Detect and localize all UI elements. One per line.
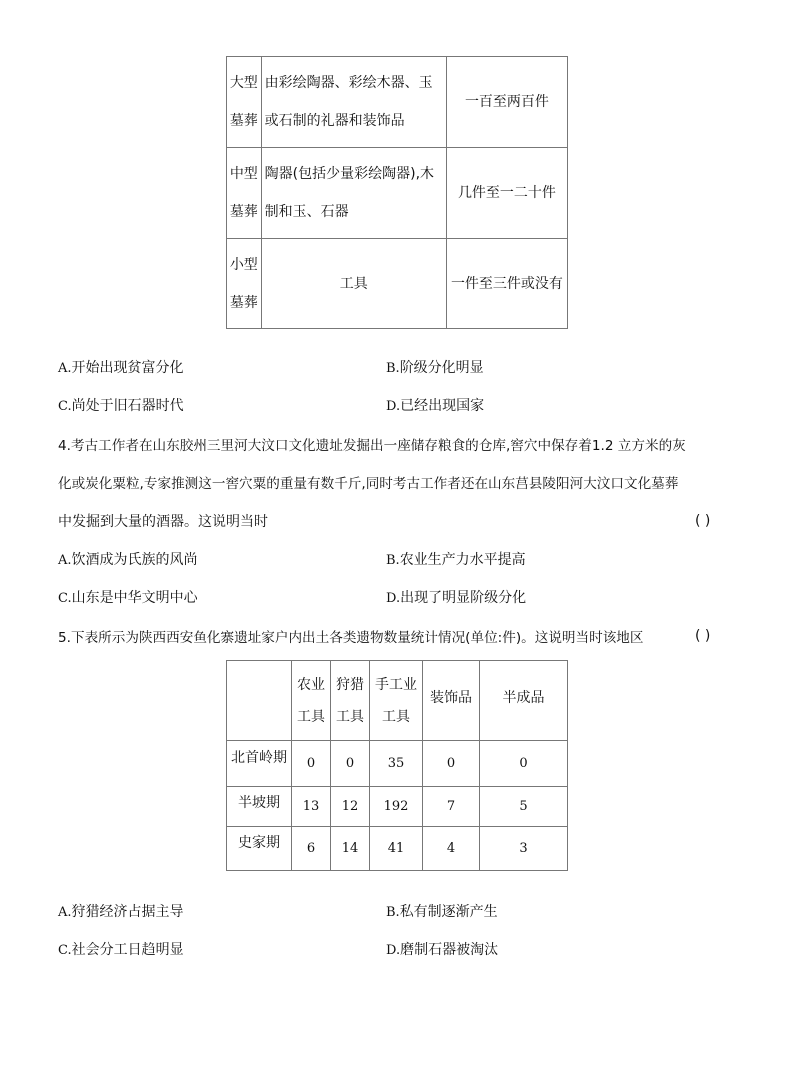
tomb-type-label: 小型 [229,256,258,273]
table-row [227,239,568,329]
table-cell: 192 [370,787,423,827]
option-text: 出现了明显阶级分化 [400,590,527,606]
q3-option-a [58,357,184,377]
option-letter: D. [386,591,401,606]
count-cell: 几件至一二十件 [446,148,567,239]
tomb-type-cell [227,239,262,329]
column-header: 装饰品 [423,661,480,741]
option-text: 私有制逐渐产生 [399,904,498,920]
header-text: 农业 [297,676,325,693]
q3-option-c [58,395,184,415]
header-text: 狩猎 [336,676,364,693]
table-cell: 0 [480,741,568,787]
option-letter: A. [58,905,72,920]
option-text: 农业生产力水平提高 [399,552,526,568]
header-text: 手工业 [375,676,417,693]
q5-stem-line: 5.下表所示为陕西西安鱼化寨遗址家户内出土各类遗物数量统计情况(单位:件)。这说明当时该地区 [58,630,644,646]
table-row [227,57,568,148]
period-cell: 史家期 [227,827,292,871]
answer-paren: ( ) [695,513,711,529]
q4-stem-line: 化或炭化粟粒,专家推测这一窖穴粟的重量有数千斤,同时考古工作者还在山东莒县陵阳河大汶口文化墓葬 [58,476,679,492]
q5-option-d [386,939,498,959]
option-letter: A. [58,553,72,568]
table-cell: 35 [370,741,423,787]
table-cell: 0 [292,741,331,787]
tomb-type-cell [227,57,262,148]
corner-cell [227,661,292,741]
option-letter: C. [58,591,72,606]
burial-goods-cell: 工具 [261,239,446,329]
q4-stem-line: 中发掘到大量的酒器。这说明当时 [58,514,268,530]
option-text: 饮酒成为氏族的风尚 [71,552,198,568]
table-cell: 3 [480,827,568,871]
table-row [227,827,568,871]
option-letter: B. [386,361,400,376]
q3-option-b [386,357,484,377]
q5-option-c [58,939,184,959]
tomb-type-label: 墓葬 [229,204,258,220]
period-cell: 北首岭期 [227,741,292,787]
column-header: 半成品 [480,661,568,741]
column-header [370,661,423,741]
table-cell: 14 [331,827,370,871]
q3-option-d [386,395,484,415]
artifact-count-table [226,660,568,871]
header-text: 工具 [382,708,410,725]
tomb-type-label: 墓葬 [229,294,258,311]
option-text: 社会分工日趋明显 [71,942,184,958]
table-cell: 6 [292,827,331,871]
tomb-type-label: 中型 [229,166,258,182]
tomb-type-cell [227,148,262,239]
column-header [292,661,331,741]
burial-goods-cell [261,57,446,148]
burial-goods-text: 由彩绘陶器、彩绘木器、玉 [264,75,433,91]
burial-goods-text: 或石制的礼器和装饰品 [264,113,405,129]
option-text: 磨制石器被淘汰 [400,942,499,958]
option-letter: D. [386,399,401,414]
table-header-row [227,661,568,741]
table-cell: 7 [423,787,480,827]
option-text: 阶级分化明显 [399,360,484,376]
tomb-type-label: 大型 [229,75,258,91]
header-text: 工具 [336,708,364,725]
burial-goods-text: 陶器(包括少量彩绘陶器),木 [264,166,435,182]
option-text: 尚处于旧石器时代 [71,398,184,414]
table-cell: 41 [370,827,423,871]
option-letter: C. [58,399,72,414]
q4-option-d [386,587,526,607]
table-row [227,787,568,827]
option-text: 开始出现贫富分化 [71,360,184,376]
answer-paren: ( ) [695,628,711,644]
q4-option-b [386,549,526,569]
option-letter: D. [386,943,401,958]
period-cell: 半坡期 [227,787,292,827]
option-text: 狩猎经济占据主导 [71,904,184,920]
q4-option-a [58,549,198,569]
option-letter: C. [58,943,72,958]
burial-goods-text: 制和玉、石器 [264,204,349,220]
option-letter: B. [386,905,400,920]
column-header [331,661,370,741]
count-cell: 一件至三件或没有 [446,239,567,329]
count-cell: 一百至两百件 [446,57,567,148]
table-cell: 12 [331,787,370,827]
q4-stem-line: 4.考古工作者在山东胶州三里河大汶口文化遗址发掘出一座储存粮食的仓库,窖穴中保存着1.2 立方米的灰 [58,438,686,454]
option-letter: A. [58,361,72,376]
q5-option-b [386,901,498,921]
table-row [227,148,568,239]
tomb-table [226,56,568,329]
option-text: 已经出现国家 [400,398,485,414]
table-row [227,741,568,787]
table-cell: 0 [331,741,370,787]
header-text: 工具 [297,708,325,725]
table-cell: 0 [423,741,480,787]
option-letter: B. [386,553,400,568]
burial-goods-cell [261,148,446,239]
tomb-type-label: 墓葬 [229,113,258,129]
table-cell: 4 [423,827,480,871]
option-text: 山东是中华文明中心 [71,590,198,606]
table-cell: 13 [292,787,331,827]
q4-option-c [58,587,198,607]
q5-option-a [58,901,184,921]
table-cell: 5 [480,787,568,827]
